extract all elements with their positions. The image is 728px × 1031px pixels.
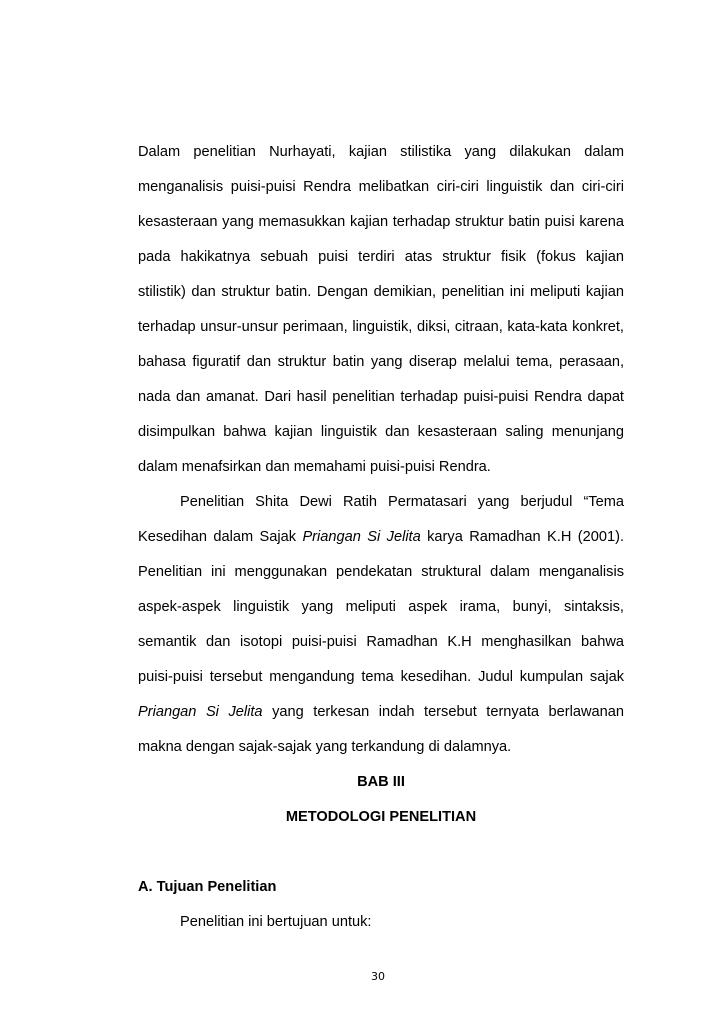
chapter-title: METODOLOGI PENELITIAN xyxy=(285,809,477,825)
paragraph-line: Penelitian ini menggunakan pendekatan struktural dalam menganalisis xyxy=(138,564,624,580)
paragraph-line: semantik dan isotopi puisi-puisi Ramadhan K.H menghasilkan bahwa xyxy=(138,634,624,650)
paragraph-line: dalam menafsirkan dan memahami puisi-puisi Rendra. xyxy=(138,459,491,475)
text-run: yang terkesan indah tersebut ternyata berlawanan xyxy=(262,704,625,720)
chapter-number: BAB III xyxy=(357,774,405,790)
italic-title: Priangan Si Jelita xyxy=(138,704,263,720)
paragraph-line xyxy=(138,703,624,721)
italic-title: Priangan Si Jelita xyxy=(302,529,421,545)
section-text: Penelitian ini bertujuan untuk: xyxy=(180,914,372,930)
page-number: 30 xyxy=(371,970,385,983)
paragraph-line: stilistik) dan struktur batin. Dengan demikian, penelitian ini meliputi kajian xyxy=(138,284,624,300)
paragraph-line: puisi-puisi tersebut mengandung tema kesedihan. Judul kumpulan sajak xyxy=(138,669,624,685)
text-run: Kesedihan dalam Sajak xyxy=(138,529,303,545)
paragraph-line: bahasa figuratif dan struktur batin yang diserap melalui tema, perasaan, xyxy=(138,354,624,370)
paragraph-line: nada dan amanat. Dari hasil penelitian terhadap puisi-puisi Rendra dapat xyxy=(138,389,624,405)
section-heading: A. Tujuan Penelitian xyxy=(138,879,277,895)
paragraph-line xyxy=(138,528,624,546)
paragraph-line: Dalam penelitian Nurhayati, kajian stilistika yang dilakukan dalam xyxy=(138,144,624,160)
paragraph-line: kesasteraan yang memasukkan kajian terhadap struktur batin puisi karena xyxy=(138,214,624,230)
paragraph-line: terhadap unsur-unsur perimaan, linguistik, diksi, citraan, kata-kata konkret, xyxy=(138,319,624,335)
paragraph-line: disimpulkan bahwa kajian linguistik dan kesasteraan saling menunjang xyxy=(138,424,624,440)
paragraph-line: pada hakikatnya sebuah puisi terdiri atas struktur fisik (fokus kajian xyxy=(138,249,624,265)
paragraph-line: aspek-aspek linguistik yang meliputi aspek irama, bunyi, sintaksis, xyxy=(138,599,624,615)
text-run: karya Ramadhan K.H (2001). xyxy=(420,529,625,545)
paragraph-line: makna dengan sajak-sajak yang terkandung di dalamnya. xyxy=(138,739,512,755)
paragraph-line: menganalisis puisi-puisi Rendra melibatkan ciri-ciri linguistik dan ciri-ciri xyxy=(138,179,624,195)
paragraph-line: Penelitian Shita Dewi Ratih Permatasari yang berjudul “Tema xyxy=(180,494,624,510)
